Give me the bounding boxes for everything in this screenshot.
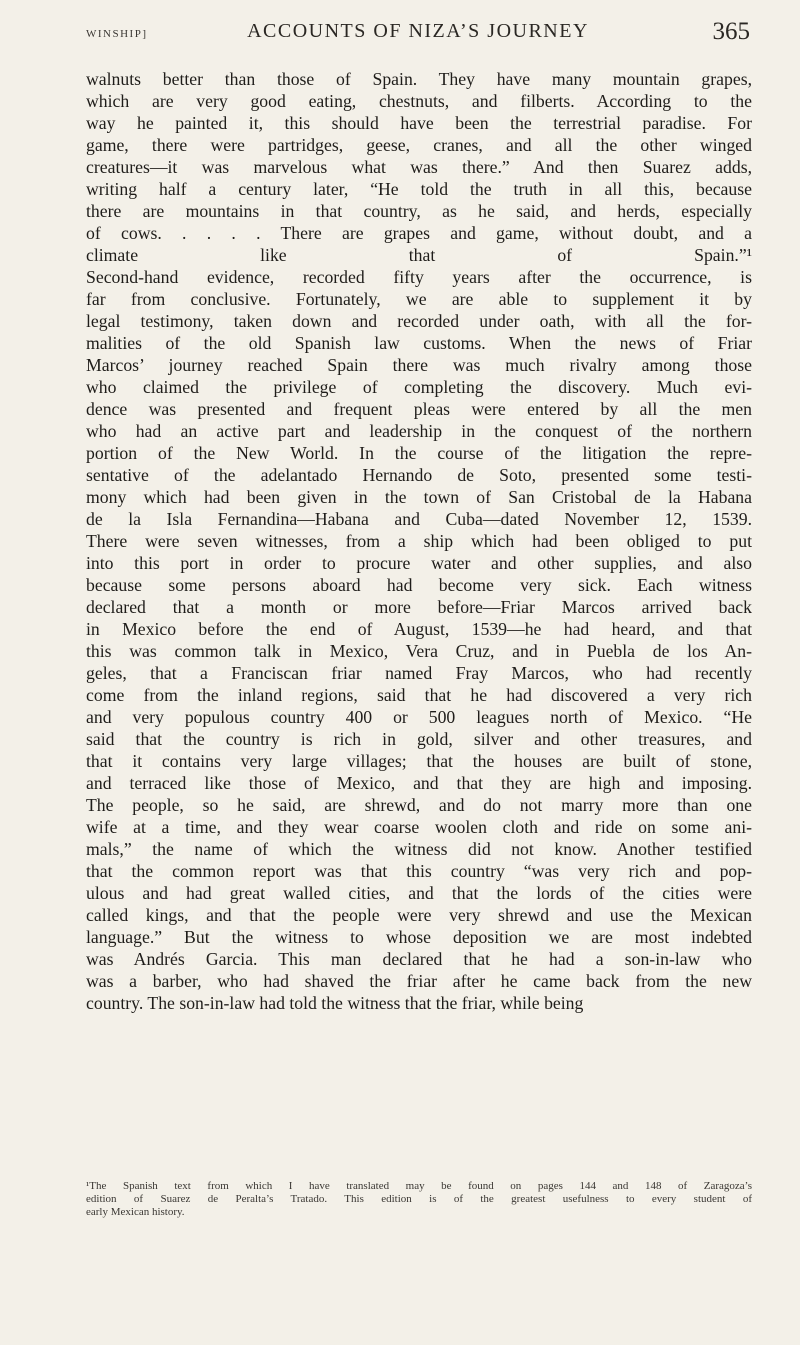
text-line: was Andrés Garcia. This man declared that he had a son-in-law who (86, 949, 752, 969)
text-line: there are mountains in that country, as he said, and herds, especially (86, 201, 752, 221)
text-line: The people, so he said, are shrewd, and do not marry more than one (86, 795, 752, 815)
running-head-author: WINSHIP] (86, 28, 148, 40)
text-line: that it contains very large villages; that the houses are built of stone, (86, 751, 752, 771)
footnote-line: ¹The Spanish text from which I have translated may be found on pages 144 and 148 of Zaragoza’s (86, 1180, 752, 1192)
text-line: wife at a time, and they wear coarse woolen cloth and ride on some ani- (86, 817, 752, 837)
running-head-title: ACCOUNTS OF NIZA’S JOURNEY (247, 20, 589, 42)
text-line: geles, that a Franciscan friar named Fray Marcos, who had recently (86, 663, 752, 683)
text-line: into this port in order to procure water and other supplies, and also (86, 553, 752, 573)
text-line: come from the inland regions, said that he had discovered a very rich (86, 685, 752, 705)
text-line: climate like that of Spain.”¹ (86, 245, 752, 265)
text-line: and terraced like those of Mexico, and that they are high and imposing. (86, 773, 752, 793)
text-line: because some persons aboard had become very sick. Each witness (86, 575, 752, 595)
text-line: sentative of the adelantado Hernando de Soto, presented some testi- (86, 465, 752, 485)
text-line: called kings, and that the people were very shrewd and use the Mexican (86, 905, 752, 925)
text-line: Second-hand evidence, recorded fifty years after the occurrence, is (86, 267, 752, 287)
text-line: mony which had been given in the town of San Cristobal de la Habana (86, 487, 752, 507)
text-line: language.” But the witness to whose deposition we are most indebted (86, 927, 752, 947)
text-line: who had an active part and leadership in the conquest of the northern (86, 421, 752, 441)
text-line: which are very good eating, chestnuts, and filberts. According to the (86, 91, 752, 111)
text-line: of cows. . . . . There are grapes and game, without doubt, and a (86, 223, 752, 243)
text-line: country. The son-in-law had told the witness that the friar, while being (86, 993, 584, 1013)
text-line: walnuts better than those of Spain. They have many mountain grapes, (86, 69, 752, 89)
text-line: mals,” the name of which the witness did not know. Another testified (86, 839, 752, 859)
footnote (86, 1180, 752, 1219)
footnote-line: edition of Suarez de Peralta’s Tratado. This edition is of the greatest usefulness to every student of (86, 1193, 752, 1205)
text-line: this was common talk in Mexico, Vera Cruz, and in Puebla de los An- (86, 641, 752, 661)
text-line: declared that a month or more before—Friar Marcos arrived back (86, 597, 752, 617)
text-line: game, there were partridges, geese, cranes, and all the other winged (86, 135, 752, 155)
text-line: said that the country is rich in gold, silver and other treasures, and (86, 729, 752, 749)
text-line: and very populous country 400 or 500 leagues north of Mexico. “He (86, 707, 752, 727)
text-line: dence was presented and frequent pleas were entered by all the men (86, 399, 752, 419)
text-line: creatures—it was marvelous what was there.” And then Suarez adds, (86, 157, 752, 177)
text-line: who claimed the privilege of completing the discovery. Much evi- (86, 377, 752, 397)
text-line: far from conclusive. Fortunately, we are able to supplement it by (86, 289, 752, 309)
text-line: writing half a century later, “He told the truth in all this, because (86, 179, 752, 199)
text-line: in Mexico before the end of August, 1539—he had heard, and that (86, 619, 752, 639)
text-line: way he painted it, this should have been the terrestrial paradise. For (86, 113, 752, 133)
text-line: Marcos’ journey reached Spain there was much rivalry among those (86, 355, 752, 375)
text-line: malities of the old Spanish law customs. When the news of Friar (86, 333, 752, 353)
text-line: portion of the New World. In the course of the litigation the repre- (86, 443, 752, 463)
text-line: legal testimony, taken down and recorded under oath, with all the for- (86, 311, 752, 331)
page-header (86, 18, 750, 50)
footnote-line: early Mexican history. (86, 1206, 185, 1218)
text-line: There were seven witnesses, from a ship which had been obliged to put (86, 531, 752, 551)
text-line: de la Isla Fernandina—Habana and Cuba—dated November 12, 1539. (86, 509, 752, 529)
text-line: ulous and had great walled cities, and that the lords of the cities were (86, 883, 752, 903)
text-line: was a barber, who had shaved the friar after he came back from the new (86, 971, 752, 991)
page-number: 365 (712, 18, 750, 45)
text-line: that the common report was that this country “was very rich and pop- (86, 861, 752, 881)
body-text (86, 68, 752, 1014)
